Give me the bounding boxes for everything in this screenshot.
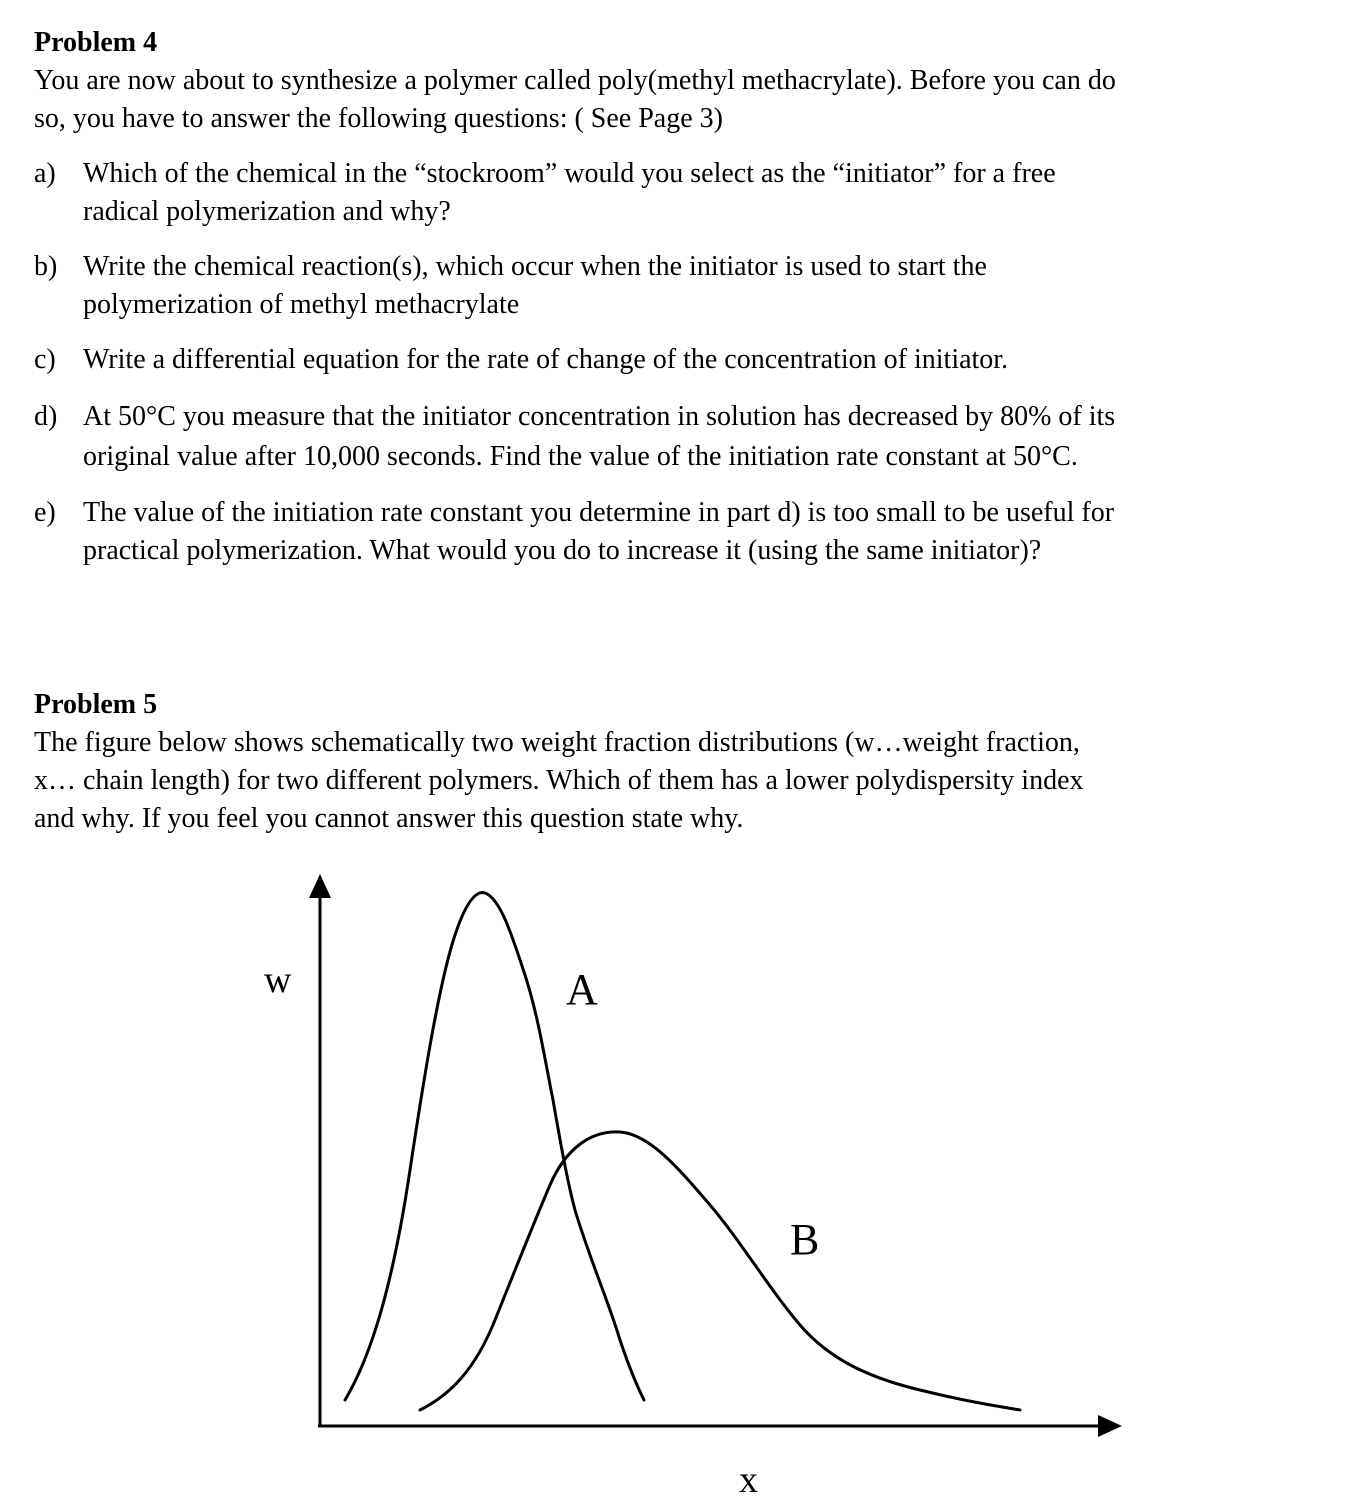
question-a-line-2: radical polymerization and why? [83, 196, 451, 227]
y-axis-arrow-icon [309, 874, 331, 898]
problem-5-line-1: The figure below shows schematically two weight fraction distributions (w…weight fraction, [34, 727, 1080, 758]
y-axis-label: w [264, 959, 292, 1001]
question-a-line-1: Which of the chemical in the “stockroom” would you select as the “initiator” for a free [83, 158, 1056, 189]
question-e-line-1: The value of the initiation rate constant you determine in part d) is too small to be useful for [83, 497, 1115, 528]
question-b-line-1: Write the chemical reaction(s), which occur when the initiator is used to start the [83, 251, 987, 282]
problem-4-intro-line-2: so, you have to answer the following questions: ( See Page 3) [34, 103, 723, 134]
x-axis-arrow-icon [1098, 1415, 1122, 1437]
question-d-line-1: At 50°C you measure that the initiator concentration in solution has decreased by 80% of its [83, 401, 1116, 432]
curve-b [420, 1132, 1020, 1410]
question-d-line-2: original value after 10,000 seconds. Find the value of the initiation rate constant at 50°C. [83, 441, 1078, 472]
question-c-line-1: Write a differential equation for the rate of change of the concentration of initiator. [83, 344, 1009, 375]
curve-b-label: B [790, 1215, 820, 1264]
question-b-marker: b) [34, 251, 58, 282]
problem-4-intro-line-1: You are now about to synthesize a polymer called poly(methyl methacrylate). Before you can do [34, 65, 1116, 96]
problem-5-title: Problem 5 [34, 689, 158, 720]
question-b-line-2: polymerization of methyl methacrylate [83, 289, 520, 320]
question-c-marker: c) [34, 344, 56, 375]
curve-a-label: A [566, 965, 598, 1014]
curve-a [345, 893, 644, 1400]
problem-5-line-3: and why. If you feel you cannot answer this question state why. [34, 803, 744, 834]
x-axis-label: x [739, 1459, 758, 1501]
problem-4-title: Problem 4 [34, 27, 158, 58]
problem-5-line-2: x… chain length) for two different polymers. Which of them has a lower polydispersity index [34, 765, 1084, 796]
question-d-marker: d) [34, 401, 58, 432]
question-e-line-2: practical polymerization. What would you do to increase it (using the same initiator)? [83, 535, 1042, 566]
question-a-marker: a) [34, 158, 56, 189]
question-e-marker: e) [34, 497, 56, 528]
